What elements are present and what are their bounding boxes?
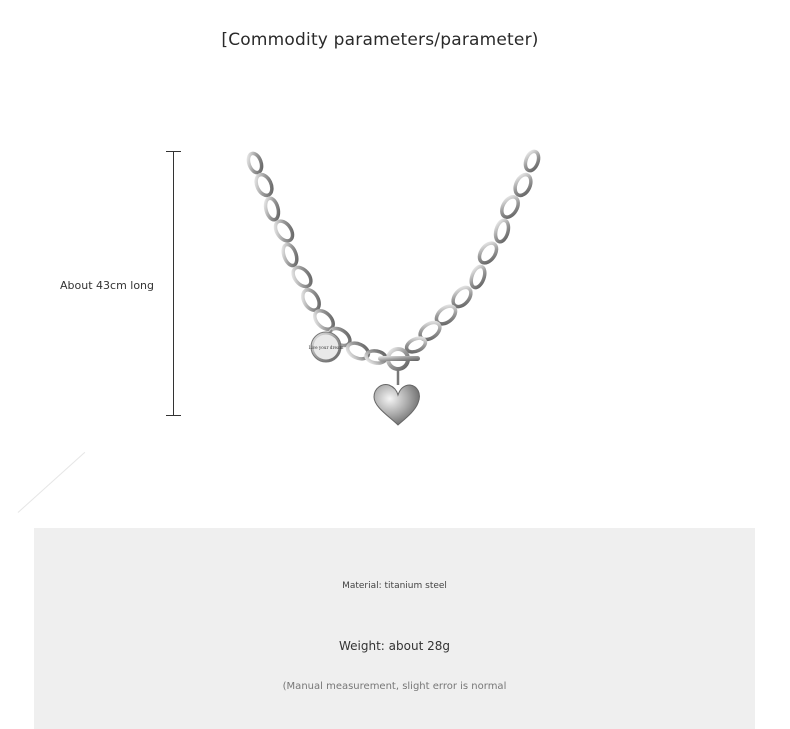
specs-panel (34, 528, 755, 729)
material-text: Material: titanium steel (342, 581, 447, 591)
necklace-image (240, 145, 550, 435)
round-tag-pendant (309, 330, 344, 362)
measure-cap-top (166, 151, 181, 152)
chain-links (246, 150, 541, 365)
pendant-text: Live your dream (308, 345, 344, 350)
decorative-diagonal-line (18, 452, 86, 513)
length-label: About 43cm long (60, 279, 155, 292)
page-title: [Commodity parameters/parameter) (221, 30, 539, 50)
weight-text: Weight: about 28g (339, 639, 450, 653)
length-measure-line (173, 151, 174, 415)
measurement-note: (Manual measurement, slight error is normal (282, 681, 507, 692)
heart-pendant (374, 385, 419, 425)
measure-cap-bottom (166, 415, 181, 416)
